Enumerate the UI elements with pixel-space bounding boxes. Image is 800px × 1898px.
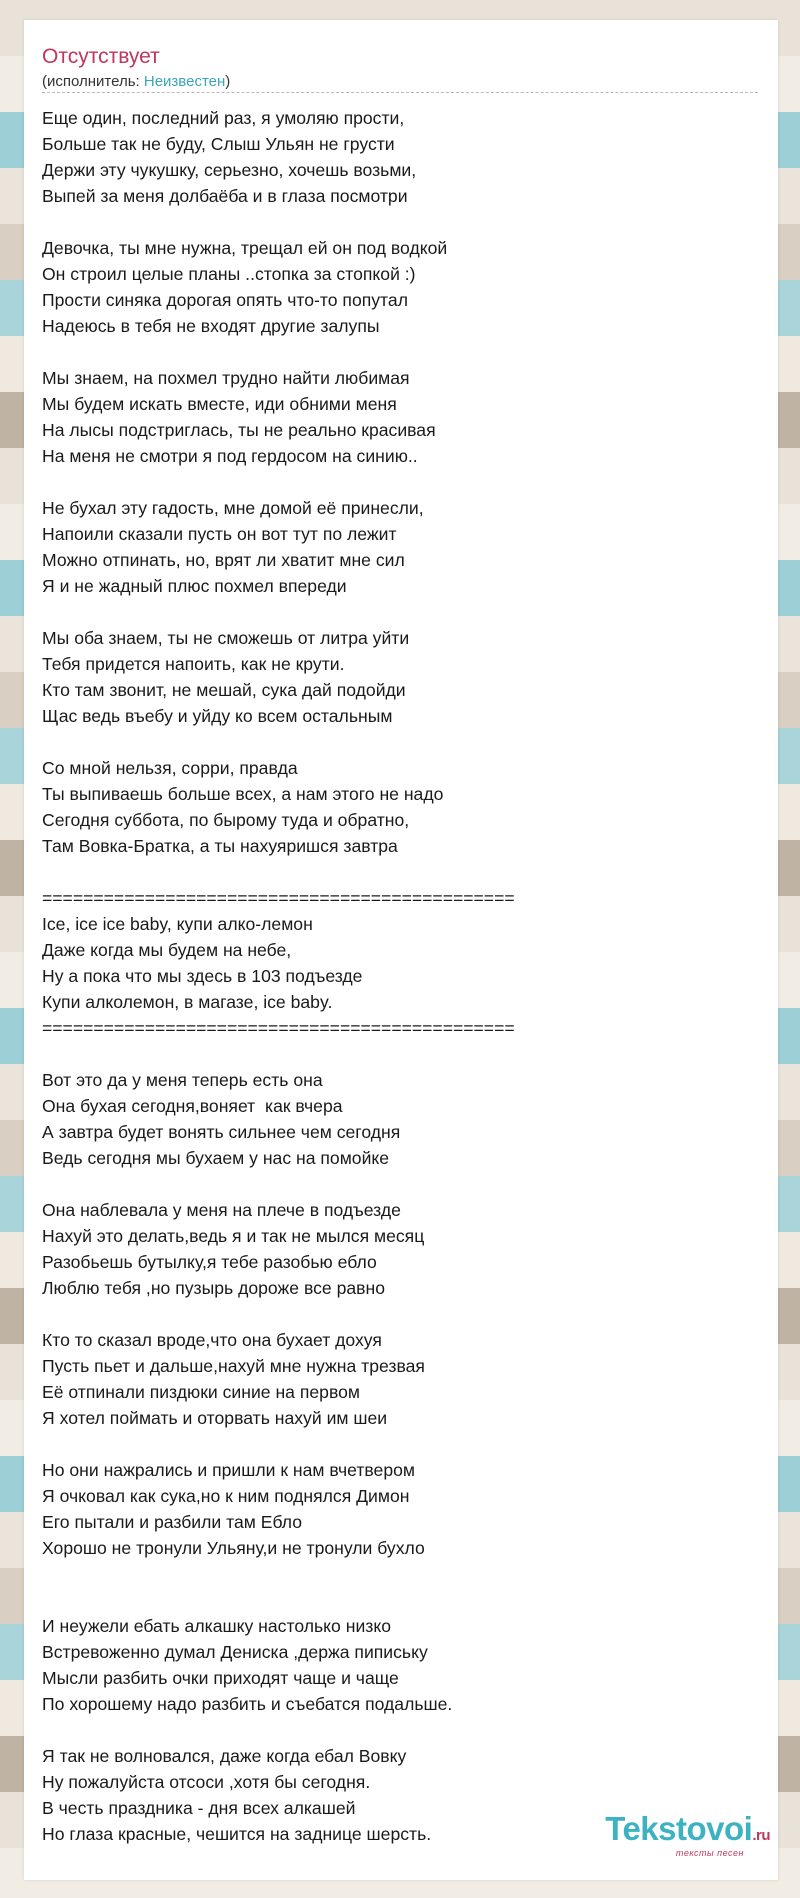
lyric-line: Мы знаем, на похмел трудно найти любимая xyxy=(42,368,410,388)
lyric-line: На лысы подстриглась, ты не реально красивая xyxy=(42,420,436,440)
logo-tld: .ru xyxy=(752,1827,770,1844)
lyric-line: Хорошо не тронули Ульяну,и не тронули бухло xyxy=(42,1538,425,1558)
lyric-line: Ведь сегодня мы бухаем у нас на помойке xyxy=(42,1148,390,1168)
lyric-line: Я и не жадный плюс похмел впереди xyxy=(42,576,347,596)
lyric-line: На меня не смотри я под гердосом на синию.. xyxy=(42,446,418,466)
artist-suffix: ) xyxy=(225,73,231,90)
lyric-line xyxy=(42,209,762,235)
lyric-line: Я так не волновался, даже когда ебал Вовку xyxy=(42,1746,407,1766)
lyric-line: Я очковал как сука,но к ним поднялся Димон xyxy=(42,1486,410,1506)
lyric-line: Она наблевала у меня на плече в подъезде xyxy=(42,1200,401,1220)
lyric-line: Больше так не буду, Слыш Ульян не грусти xyxy=(42,134,395,154)
logo-tagline: тексты песен xyxy=(675,1848,744,1858)
lyric-line: Выпей за меня долбаёба и в глаза посмотри xyxy=(42,186,408,206)
lyric-line xyxy=(42,729,762,755)
lyric-line xyxy=(42,1561,762,1587)
lyric-line: Даже когда мы будем на небе, xyxy=(42,940,292,960)
lyric-line: ============================================== xyxy=(42,888,515,908)
lyric-line xyxy=(42,339,762,365)
lyric-line: Ну а пока что мы здесь в 103 подъезде xyxy=(42,966,363,986)
lyric-line: Ну пожалуйста отсоси ,хотя бы сегодня. xyxy=(42,1772,371,1792)
title-divider xyxy=(42,92,758,93)
lyric-line: Её отпинали пиздюки синие на первом xyxy=(42,1382,360,1402)
lyric-line: Она бухая сегодня,воняет как вчера xyxy=(42,1096,343,1116)
artist-line xyxy=(42,72,230,92)
lyric-line: Мысли разбить очки приходят чаще и чаще xyxy=(42,1668,399,1688)
lyric-line: Но они нажрались и пришли к нам вчетвером xyxy=(42,1460,415,1480)
lyric-line: Напоили сказали пусть он вот тут по лежит xyxy=(42,524,397,544)
lyric-line: Там Вовка-Братка, а ты нахуяришся завтра xyxy=(42,836,398,856)
lyric-line: Встревоженно думал Дениска ,держа пипиську xyxy=(42,1642,428,1662)
lyric-line: Ice, ice ice baby, купи алко-лемон xyxy=(42,914,313,934)
lyric-line xyxy=(42,1587,762,1613)
song-title: Отсутствует xyxy=(42,45,160,68)
lyric-line: И неужели ебать алкашку настолько низко xyxy=(42,1616,392,1636)
lyric-line: Люблю тебя ,но пузырь дороже все равно xyxy=(42,1278,385,1298)
lyric-line: Кто то сказал вроде,что она бухает дохуя xyxy=(42,1330,382,1350)
lyric-line: Он строил целые планы ..стопка за стопкой :) xyxy=(42,264,416,284)
lyric-line: Купи алколемон, в магазе, ice baby. xyxy=(42,992,333,1012)
lyric-line: Его пытали и разбили там Ебло xyxy=(42,1512,302,1532)
logo-main-text: Tekstovoi xyxy=(605,1810,753,1847)
lyric-line: Мы будем искать вместе, иди обними меня xyxy=(42,394,397,414)
logo-wordmark xyxy=(605,1810,770,1848)
lyrics-text xyxy=(42,105,762,1847)
lyric-line: Надеюсь в тебя не входят другие залупы xyxy=(42,316,380,336)
lyric-line: Сегодня суббота, по бырому туда и обратно, xyxy=(42,810,410,830)
lyric-line: Со мной нельзя, сорри, правда xyxy=(42,758,298,778)
lyric-line: Нахуй это делать,ведь я и так не мылся месяц xyxy=(42,1226,425,1246)
artist-prefix: (исполнитель: xyxy=(42,73,144,90)
lyric-line: Вот это да у меня теперь есть она xyxy=(42,1070,323,1090)
lyric-line: Щас ведь въебу и уйду ко всем остальным xyxy=(42,706,393,726)
lyric-line: Ты выпиваешь больше всех, а нам этого не надо xyxy=(42,784,444,804)
lyric-line xyxy=(42,859,762,885)
lyric-line: Пусть пьет и дальше,нахуй мне нужна трезвая xyxy=(42,1356,425,1376)
lyric-line xyxy=(42,1171,762,1197)
lyric-line: Прости синяка дорогая опять что-то попутал xyxy=(42,290,408,310)
lyric-line xyxy=(42,1717,762,1743)
lyric-line xyxy=(42,599,762,625)
lyric-line: Можно отпинать, но, врят ли хватит мне сил xyxy=(42,550,405,570)
artist-link[interactable]: Неизвестен xyxy=(143,73,226,90)
lyric-line: Я хотел поймать и оторвать нахуй им шеи xyxy=(42,1408,388,1428)
lyric-line: Не бухал эту гадость, мне домой её принесли, xyxy=(42,498,424,518)
lyric-line: Кто там звонит, не мешай, сука дай подойди xyxy=(42,680,406,700)
lyric-line: А завтра будет вонять сильнее чем сегодня xyxy=(42,1122,401,1142)
lyric-line xyxy=(42,1301,762,1327)
lyric-line: Тебя придется напоить, как не крути. xyxy=(42,654,345,674)
lyric-line: В честь праздника - дня всех алкашей xyxy=(42,1798,356,1818)
site-logo[interactable] xyxy=(560,1810,770,1866)
lyric-line: Еще один, последний раз, я умоляю прости, xyxy=(42,108,405,128)
lyrics-card xyxy=(24,20,778,1880)
lyric-line: Разобьешь бутылку,я тебе разобью ебло xyxy=(42,1252,377,1272)
lyric-line: Держи эту чукушку, серьезно, хочешь возьми, xyxy=(42,160,417,180)
lyric-line: По хорошему надо разбить и съебатся подальше. xyxy=(42,1694,453,1714)
lyric-line xyxy=(42,1041,762,1067)
lyric-line xyxy=(42,469,762,495)
lyric-line xyxy=(42,1431,762,1457)
lyric-line: Девочка, ты мне нужна, трещал ей он под водкой xyxy=(42,238,448,258)
lyric-line: ============================================== xyxy=(42,1018,515,1038)
lyric-line: Мы оба знаем, ты не сможешь от литра уйти xyxy=(42,628,410,648)
lyric-line: Но глаза красные, чешится на заднице шерсть. xyxy=(42,1824,432,1844)
